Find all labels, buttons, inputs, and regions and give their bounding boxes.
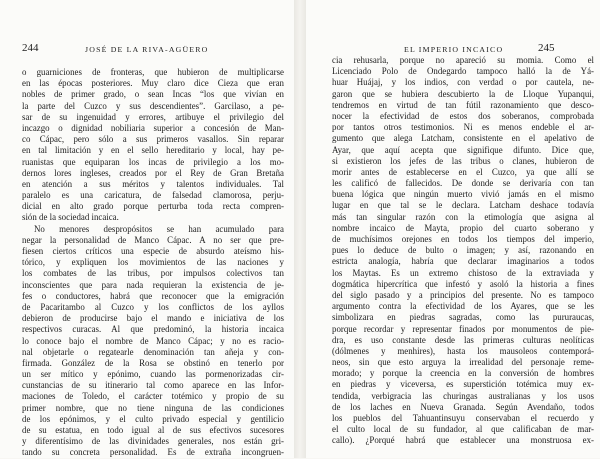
text-line: simbolizara en piedras sagradas, como las pururaucas, xyxy=(332,312,594,323)
text-line: los Maytas. Es un extremo chistoso de la extraviada y xyxy=(332,267,594,278)
text-line: y diferentísimo de las divinidades generales, nos están gri- xyxy=(22,436,284,447)
text-line: si existieron los jefes de las tribus o clanes, hubieron de xyxy=(332,155,594,166)
text-line: les calificó de fallecidos. De donde se derivaría con tan xyxy=(332,178,594,189)
text-line: un ser mítico y epónimo, cuando las pormenorizadas cir- xyxy=(22,369,284,380)
running-head: JOSÉ DE LA RIVA-AGÜERO xyxy=(85,45,209,54)
body-text xyxy=(22,67,284,459)
text-line: sar de su ingenuidad y errores, artibuye el privilegio del xyxy=(22,111,284,122)
text-line: No menores despropósitos se han acumulado para xyxy=(34,223,284,234)
text-line: neos, sin que esto arguya la irrealidad del personaje reme- xyxy=(332,357,594,368)
text-line: argumento contra la efectividad de los Ayares, que se les xyxy=(332,301,594,312)
text-line: dra, es uso constante desde las primeras culturas neolíticas xyxy=(332,334,594,345)
text-line: buena lógica que ningún muerto vivió jamás en el mismo xyxy=(332,189,594,200)
book-gutter xyxy=(294,0,306,458)
text-line: firmada. González de la Rosa se obstinó en tenerlo por xyxy=(22,357,284,368)
text-line: inconscientes que para nada requieran la existencia de je- xyxy=(22,279,284,290)
text-line: incazgo o dignidad nobiliaria superior a concesión de Man- xyxy=(22,122,284,133)
text-line: el culto local de su fundador, al que calificaban de mar- xyxy=(332,424,594,435)
running-head: EL IMPERIO INCAICO xyxy=(404,45,504,54)
text-line: de Pacaritambo al Cuzco y los conflictos de los ayllos xyxy=(22,301,284,312)
page-number: 244 xyxy=(22,42,39,54)
text-line: garon que se hubiera descubierto la de Lloque Yupanqui, xyxy=(332,88,594,99)
left-page xyxy=(0,0,294,458)
text-line: los pueblos del Tahuantinsuyu conservaban el recuerdo y xyxy=(332,413,594,423)
right-page xyxy=(306,0,600,458)
text-line: dogmática hipercrítica que infestó y asoló la historia a fines xyxy=(332,278,594,289)
text-line: nobles de primer grado, o sean Incas “los que vivían en xyxy=(22,89,284,100)
text-line: de su estatua, en todo igual al de sus efectivos sucesores xyxy=(22,425,284,435)
text-line: Ayar, que aquí acepta que signifique difunto. Dice que, xyxy=(332,144,594,155)
text-line: o guarniciones de fronteras, que hubieron de multiplicarse xyxy=(22,67,284,77)
text-line: de muchísimos orejones en todos los tiempos del imperio, xyxy=(332,234,594,244)
text-line: sión de la sociedad incaica. xyxy=(22,212,119,223)
text-line: gumento que alega Latcham, consistente en el apelativo de xyxy=(332,133,594,144)
text-line: morir antes de establecerse en el Cuzco, ya que allí se xyxy=(332,166,594,177)
text-line: del siglo pasado y a principios del presente. No es tampoco xyxy=(332,289,594,300)
text-line: huar Huájaj, y los indios, con verdad o por cautela, ne- xyxy=(332,77,594,88)
text-line: fes o conductores, habrá que reconocer que la emigración xyxy=(22,290,284,301)
text-line: por tantos otros testimonios. Ni es menos endeble el ar- xyxy=(332,122,594,133)
text-line: en tal limitación y en el sello hereditario y local, hay pe- xyxy=(22,145,284,156)
text-line: dicial en alto grado porque perturba toda recta compren- xyxy=(22,201,284,212)
text-line: debieron de producirse bajo el mando e iniciativa de los xyxy=(22,313,284,324)
text-line: co Cápac, pero sólo a sus primeros vasallos. Sin reparar xyxy=(22,134,284,145)
text-line: tando su concreta personalidad. Es de extraña incongruen- xyxy=(22,447,284,458)
text-line: en piedras y viceversa, es superstición totémica muy ex- xyxy=(332,379,594,390)
text-line: porque recordar y representar finados por monumentos de pie- xyxy=(332,323,594,334)
text-line: lugar en que tal se le declara. Latcham deshace todavía xyxy=(332,200,594,211)
text-line: dernos lores ingleses, creados por el Rey de Gran Bretaña xyxy=(22,167,284,178)
text-line: nocer la efectividad de estos dos soberanos, comprobada xyxy=(332,110,594,121)
text-line: negar la personalidad de Manco Cápac. A no ser que pre- xyxy=(22,234,284,245)
text-line: de los laches en Nueva Granada. Según Avendaño, todos xyxy=(332,401,594,412)
text-line: lo conoce bajo el nombre de Manco Cápac; y no es racio- xyxy=(22,335,284,346)
text-line: ruanistas que equiparan los incas de privilegio a los mo- xyxy=(22,156,284,167)
text-line: la parte del Cuzco y sus descendientes”. Garcilaso, a pe- xyxy=(22,100,284,111)
text-line: cia rehusarla, porque no apareció su momia. Como el xyxy=(332,55,594,65)
text-line: pues lo deduce de bulto o imagen; y así, razonando en xyxy=(332,245,594,256)
text-line: en las épocas posteriores. Muy claro dice Cieza que eran xyxy=(22,78,284,89)
text-line: primer nombre, que no tiene ninguna de las condiciones xyxy=(22,402,284,413)
text-line: más tan singular razón con la etimología que asigna al xyxy=(332,211,594,222)
text-line: cunstancias de su itinerario tal como aparece en las Infor- xyxy=(22,380,284,391)
text-line: tendida, verbigracia las churingas australianas y los usos xyxy=(332,390,594,401)
body-text xyxy=(332,55,594,447)
text-line: nal objetarle o regatearle denominación tan añeja y con- xyxy=(22,346,284,357)
text-line: morado; y porque la creencia en la conversión de hombres xyxy=(332,368,594,379)
text-line: maciones de Toledo, el carácter totémico y propio de su xyxy=(22,391,284,402)
text-line: callo). ¿Porqué habrá que establecer una monstruosa ex- xyxy=(332,435,594,446)
text-line: paralelo es una caricatura, de falsedad clamorosa, perju- xyxy=(22,190,284,201)
text-line: en atención a sus méritos y talentos individuales. Tal xyxy=(22,178,284,189)
text-line: fiesen ciertos críticos una especie de absurdo ateísmo his- xyxy=(22,246,284,256)
text-line: tórico, y expliquen los movimientos de las naciones y xyxy=(22,257,284,268)
text-line: Licenciado Polo de Ondegardo tampoco halló la de Yá- xyxy=(332,66,594,77)
text-line: los combates de las tribus, por impulsos colectivos tan xyxy=(22,268,284,279)
page-number: 245 xyxy=(538,42,555,54)
text-line: estricta analogía, habría que declarar imaginarios a todos xyxy=(332,256,594,267)
text-line: de los epónimos, y el culto privado especial y gentilicio xyxy=(22,413,284,424)
text-line: nombre incaico de Mayta, propio del cuarto soberano y xyxy=(332,222,594,233)
text-line: tendremos en virtud de tan fútil razonamiento que desco- xyxy=(332,99,594,110)
text-line: respectivos curacas. Al que predominó, la historia incaica xyxy=(22,324,284,335)
text-line: (dólmenes y menhires), hasta los mausoleos contemporá- xyxy=(332,345,594,356)
